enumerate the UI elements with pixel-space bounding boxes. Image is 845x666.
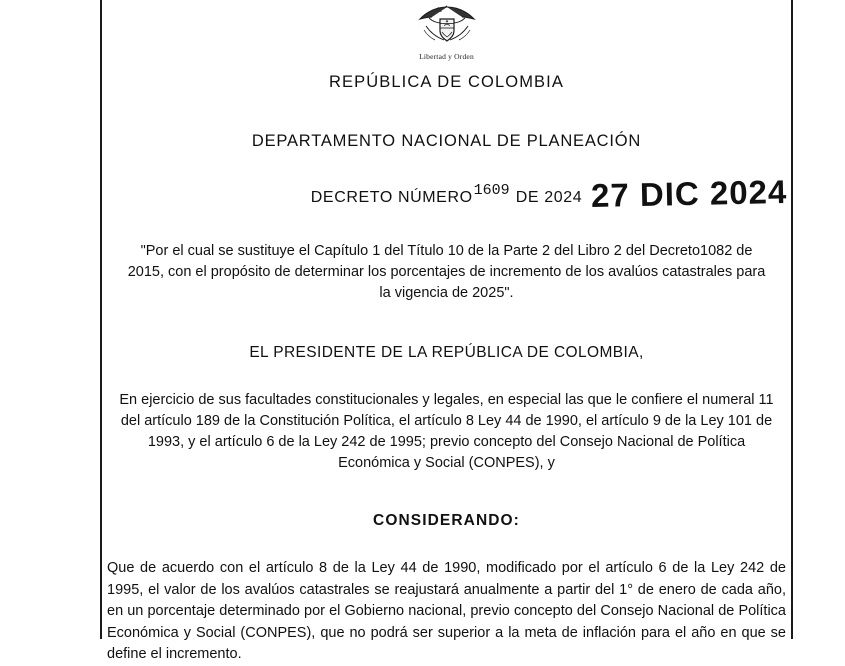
decree-label-de: DE	[515, 189, 540, 206]
page-border-right	[791, 0, 793, 639]
republic-heading: REPÚBLICA DE COLOMBIA	[329, 73, 564, 91]
decree-year: 2024	[544, 189, 583, 206]
decree-label-prefix: DECRETO NÚMERO	[310, 189, 473, 206]
coat-of-arms-container	[103, 0, 790, 61]
considerando-heading: CONSIDERANDO:	[373, 512, 520, 529]
decree-subject: "Por el cual se sustituye el Capítulo 1 del Título 10 de la Parte 2 del Libro 2 del Decreto1082 de 2015, con el propósito de determinar los porcentajes de incremento de los avalúos catastrales para la vigencia de 2025".	[127, 243, 766, 301]
document-content	[103, 0, 790, 662]
considerando-paragraph-1: Que de acuerdo con el artículo 8 de la Ley 44 de 1990, modificado por el artículo 6 de la Ley 242 de 1995, el valor de los avalúos catastrales se reajustará anualmente a partir del 1° de enero de cada año, en un porcentaje determinado por el Gobierno nacional, previo concepto del Consejo Nacional de Política Económica y Social (CONPES), que no podrá ser superior a la meta de inflación para el año en que se define el incremento.	[107, 560, 786, 662]
legal-faculties-paragraph: En ejercicio de sus facultades constitucionales y legales, en especial las que le confiere el numeral 11 del artículo 189 de la Constitución Política, el artículo 8 Ley 44 de 1990, el artículo 9 de la Ley 101 de 1993, y el artículo 6 de la Ley 242 de 1995; previo concepto del Consejo Nacional de Política Económica y Social (CONPES), y	[119, 392, 774, 471]
department-heading: DEPARTAMENTO NACIONAL DE PLANEACIÓN	[251, 132, 642, 150]
decree-number-line	[103, 172, 790, 215]
crest-motto: Libertad y Orden	[419, 52, 474, 61]
colombia-coat-of-arms-icon	[404, 2, 490, 51]
date-stamp: 27 DIC 2024	[590, 172, 788, 215]
page-border-left	[100, 0, 102, 639]
decree-number: 1609	[473, 182, 510, 199]
president-heading: EL PRESIDENTE DE LA REPÚBLICA DE COLOMBIA,	[249, 344, 644, 361]
